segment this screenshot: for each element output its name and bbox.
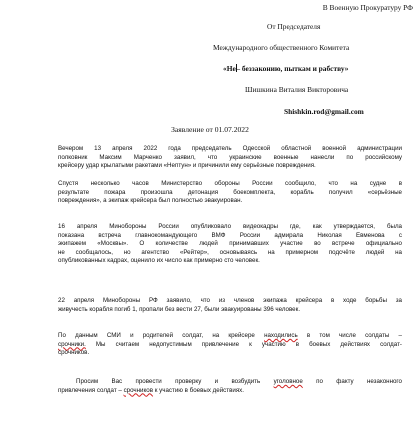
- paragraph-3: [58, 223, 402, 266]
- text-line: опубликованных кадрах, оценило их число как примерно сто человек.: [58, 257, 260, 265]
- text-line: привлечения солдат – срочников к участию в боевых действиях.: [58, 386, 244, 394]
- text-line: Просим Вас провести проверку и возбудить уголовное по факту незаконного: [76, 378, 402, 385]
- text-line: крейсеру удар крылатыми ракетами «Нептун» и причинили ему серьёзные повреждения.: [58, 162, 316, 170]
- text-line: срочники. Мы считаем недопустимым привлечение к участию в боевых действиях солдат-: [58, 340, 402, 348]
- text-line: Вечером 13 апреля 2022 года председатель Одесской областной военной администрации: [58, 145, 402, 152]
- text-line: 16 апреля Минобороны России опубликовало видеокадры где, как утверждается, была: [58, 223, 402, 230]
- sender-name: Шишкина Виталия Викторовича: [245, 85, 349, 94]
- text-line: показана встреча главнокомандующего ВМФ России адмирала Николая Евменова с: [58, 231, 402, 239]
- organization-slogan: [223, 64, 348, 73]
- spellcheck-underline: срочники.: [58, 340, 86, 348]
- text-line: полковник Максим Марченко заявил, что украинские военные нанесли по российскому: [58, 153, 402, 161]
- text-line: экипажем «Москвы». О количестве людей принимавших участие во встрече официально: [58, 240, 402, 248]
- slogan-prefix: «Не: [223, 64, 236, 73]
- spellcheck-underline: уголовное: [273, 378, 303, 385]
- sender-email: Shishkin.rod@gmail.com: [284, 107, 364, 116]
- signature-area: [58, 411, 402, 423]
- sender-title: От Председателя: [267, 22, 321, 31]
- addressee: В Военную Прокуратуру РФ: [322, 3, 413, 12]
- text-line: По данным СМИ и родителей солдат, на крейсере находились в том числе солдаты –: [58, 332, 403, 339]
- text-line: живучесть корабля погиб 1, пропали без вести 27, были эвакуированы 396 человек.: [58, 305, 301, 313]
- spellcheck-underline: находились: [264, 332, 298, 339]
- text-line: Спустя несколько часов Министерство обороны России сообщило, что на судне в: [58, 180, 402, 187]
- paragraph-1: [58, 145, 402, 171]
- text-line: повреждения», а экипаж крейсера был полностью эвакуирован.: [58, 197, 243, 205]
- paragraph-4: [58, 297, 402, 314]
- statement-date: Заявление от 01.07.2022: [171, 125, 249, 134]
- paragraph-2: [58, 180, 402, 206]
- text-line: результате пожара произошла детонация боекомплекта, корабль получил «серьёзные: [58, 188, 402, 196]
- paragraph-5: [58, 332, 402, 358]
- paragraph-6: [58, 378, 402, 395]
- text-line: 22 апреля Минобороны РФ заявило, что из членов экипажа крейсера в ходе борьбы за: [58, 297, 402, 304]
- organization-name: Международного общественного Комитета: [213, 43, 350, 52]
- slogan-text: – беззаконию, пыткам и рабству»: [236, 64, 349, 73]
- text-line: не сообщалось, но агентство «Рейтер», основываясь на примерном подсчёте людей на: [58, 248, 402, 256]
- text-line: срочников.: [58, 349, 90, 357]
- spellcheck-underline: срочников: [123, 386, 154, 394]
